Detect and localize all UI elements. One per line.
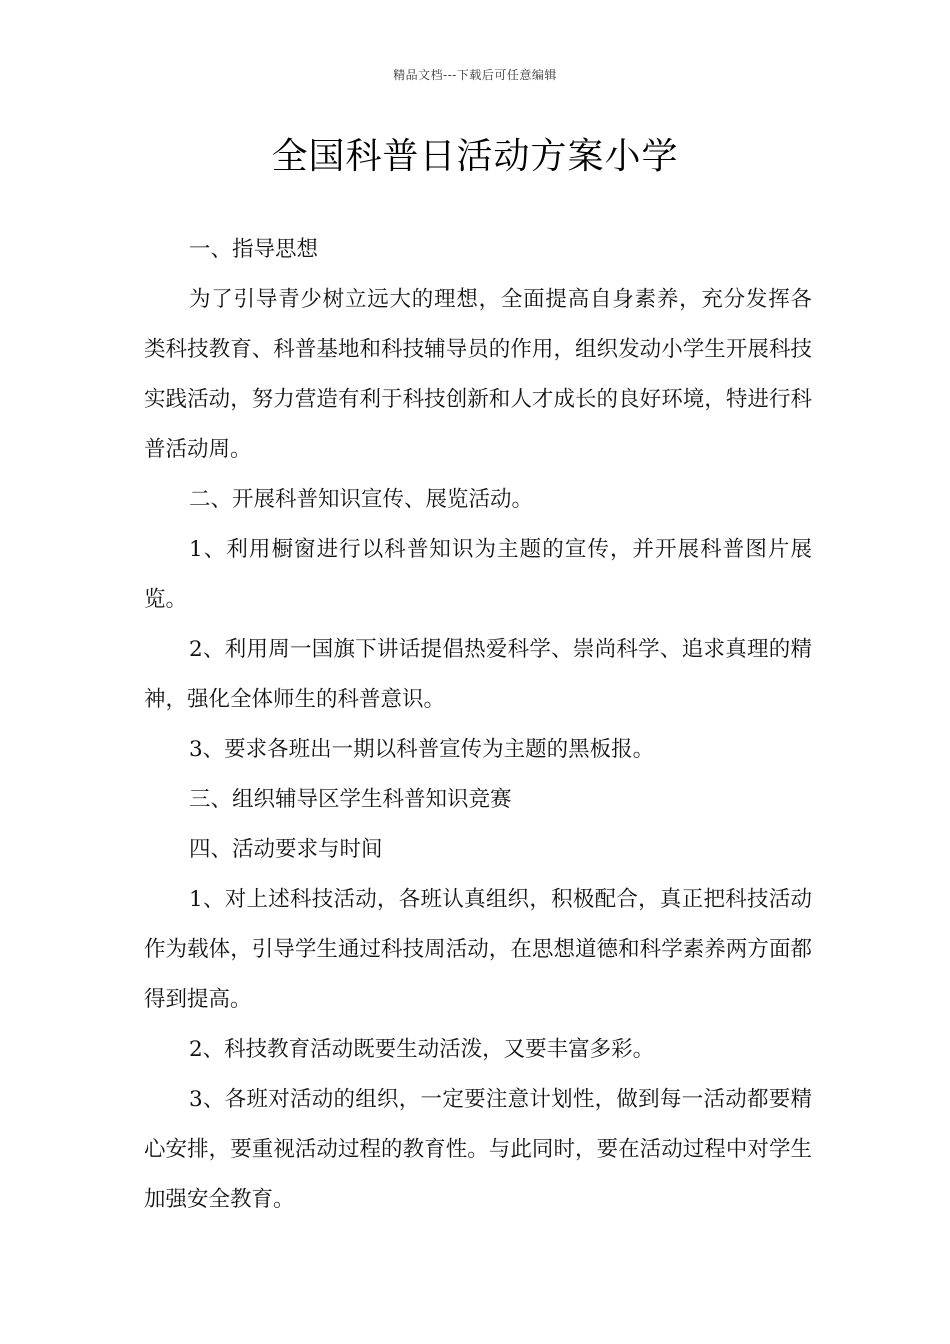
paragraph-guiding-ideology: 为了引导青少树立远大的理想，全面提高自身素养，充分发挥各类科技教育、科普基地和科技辅导员的作用，组织发动小学生开展科技实践活动，努力营造有利于科技创新和人才成长的良好环境，特进行科普活动周。 (144, 287, 812, 462)
section-heading-requirements: 四、活动要求与时间 (189, 837, 383, 862)
section-heading-publicity-exhibition: 二、开展科普知识宣传、展览活动。 (189, 487, 534, 512)
list-item-requirement-3: 3、各班对活动的组织，一定要注意计划性，做到每一活动都要精心安排，要重视活动过程的教育性。与此同时，要在活动过程中对学生加强安全教育。 (144, 1087, 812, 1212)
list-item-flag-speech: 2、利用周一国旗下讲话提倡热爱科学、崇尚科学、追求真理的精神，强化全体师生的科普意识。 (144, 637, 812, 712)
list-item-requirement-1: 1、对上述科技活动，各班认真组织，积极配合，真正把科技活动作为载体，引导学生通过科技周活动，在思想道德和科学素养两方面都得到提高。 (144, 887, 812, 1012)
header-note: 精品文档---下载后可任意编辑 (393, 68, 557, 82)
section-heading-guiding-ideology: 一、指导思想 (189, 237, 319, 262)
list-item-showcase: 1、利用橱窗进行以科普知识为主题的宣传，并开展科普图片展览。 (144, 537, 812, 612)
document-body (144, 225, 812, 1225)
list-item-blackboard: 3、要求各班出一期以科普宣传为主题的黑板报。 (189, 737, 655, 762)
list-item-requirement-2: 2、科技教育活动既要生动活泼，又要丰富多彩。 (189, 1037, 655, 1062)
document-title: 全国科普日活动方案小学 (271, 136, 679, 177)
section-heading-competition: 三、组织辅导区学生科普知识竞赛 (189, 787, 512, 812)
